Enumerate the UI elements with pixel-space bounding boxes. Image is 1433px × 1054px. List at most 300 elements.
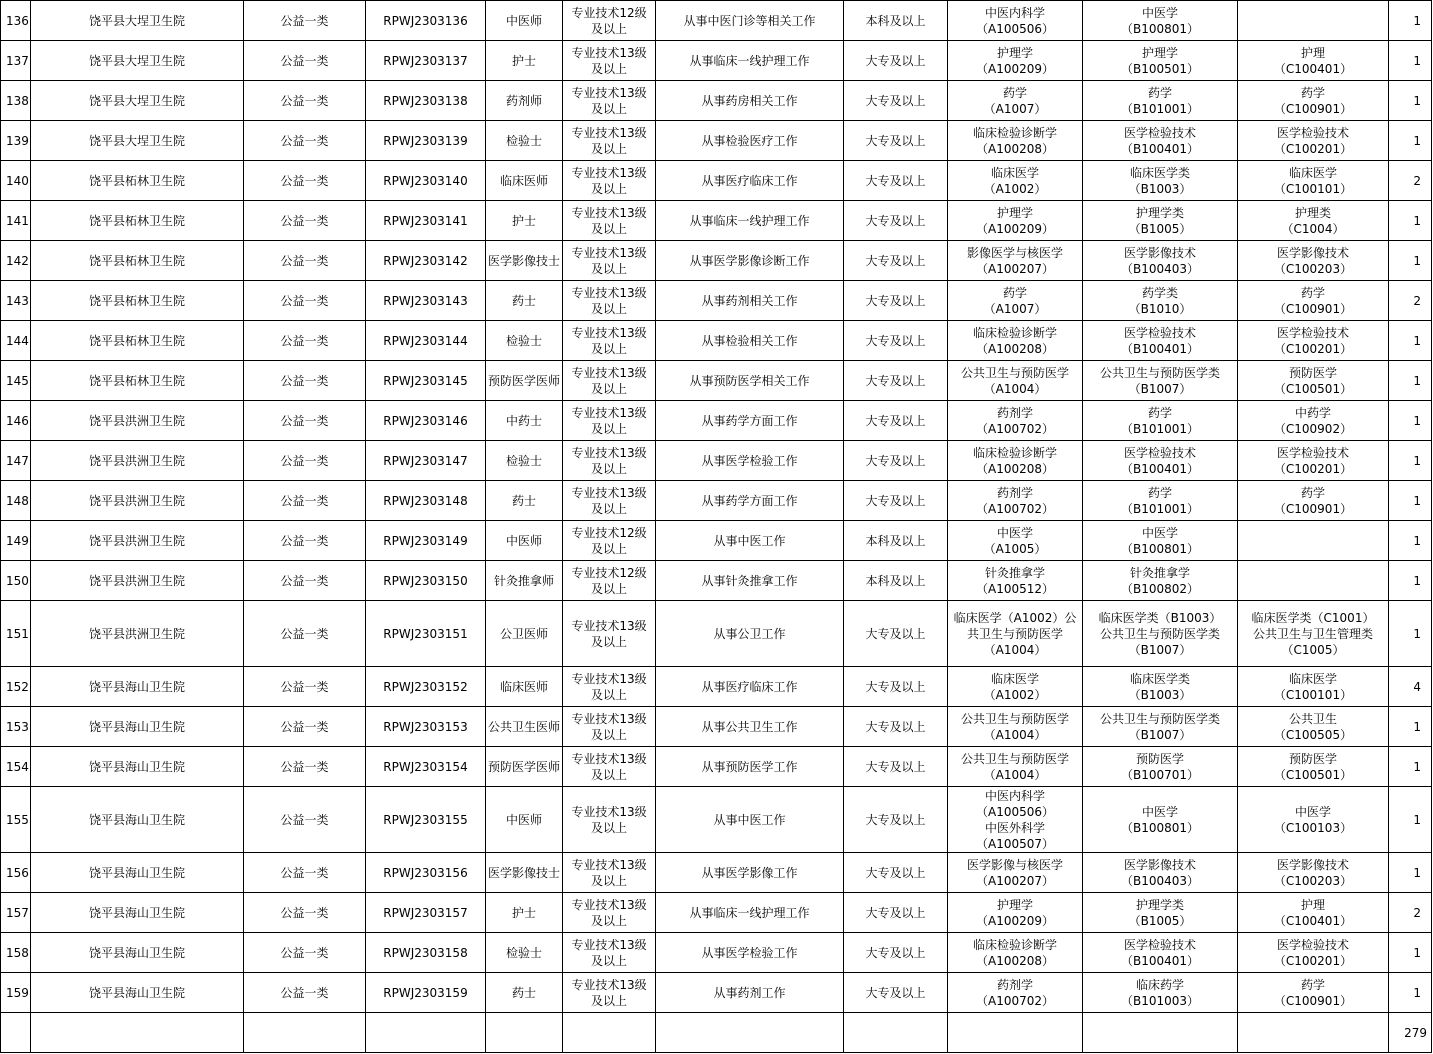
table-row <box>1 281 1432 321</box>
post-level-line: 及以上 <box>590 181 627 196</box>
major-undergraduate <box>1083 361 1238 401</box>
major-undergraduate-line: （B100501） <box>1120 61 1200 76</box>
major-undergraduate <box>1083 933 1238 973</box>
hiring-count: 1 <box>1389 81 1432 121</box>
major-college-line: 临床医学 <box>1288 671 1337 686</box>
major-graduate-line: （A1007） <box>983 301 1047 316</box>
major-undergraduate-line: （B101001） <box>1120 101 1200 116</box>
post-code: RPWJ2303142 <box>366 241 486 281</box>
table-row <box>1 933 1432 973</box>
row-number: 154 <box>1 747 31 787</box>
major-graduate <box>948 707 1083 747</box>
post-level-line: 专业技术13级 <box>571 445 647 460</box>
table-row <box>1 601 1432 667</box>
duty-description: 从事药剂相关工作 <box>656 281 844 321</box>
major-college-line: （C100201） <box>1273 141 1353 156</box>
major-undergraduate-line: 药学类 <box>1141 285 1178 300</box>
table-row <box>1 321 1432 361</box>
post-level <box>563 973 656 1013</box>
row-number: 140 <box>1 161 31 201</box>
post-name: 护士 <box>486 41 563 81</box>
post-name: 检验士 <box>486 933 563 973</box>
post-name: 预防医学医师 <box>486 747 563 787</box>
education-requirement: 本科及以上 <box>844 521 948 561</box>
duty-description: 从事药学方面工作 <box>656 401 844 441</box>
major-graduate <box>948 41 1083 81</box>
unit-name: 饶平县洪洲卫生院 <box>31 521 244 561</box>
major-college-line: （C100101） <box>1273 181 1353 196</box>
post-level <box>563 601 656 667</box>
footer-cell-blank <box>31 1013 244 1053</box>
major-graduate-line: 药剂学 <box>996 977 1033 992</box>
post-level-line: 专业技术13级 <box>571 325 647 340</box>
hiring-count: 1 <box>1389 481 1432 521</box>
major-undergraduate-line: 临床药学 <box>1135 977 1184 992</box>
unit-name: 饶平县洪洲卫生院 <box>31 561 244 601</box>
post-level <box>563 121 656 161</box>
major-college-line: （C100901） <box>1273 101 1353 116</box>
post-code: RPWJ2303141 <box>366 201 486 241</box>
education-requirement: 大专及以上 <box>844 161 948 201</box>
post-name: 针灸推拿师 <box>486 561 563 601</box>
hiring-count: 1 <box>1389 321 1432 361</box>
major-graduate <box>948 933 1083 973</box>
post-level <box>563 893 656 933</box>
major-graduate-line: 护理学 <box>996 205 1033 220</box>
post-name: 药剂师 <box>486 81 563 121</box>
major-undergraduate-line: 药学 <box>1147 85 1172 100</box>
major-college-line: （C100901） <box>1273 501 1353 516</box>
duty-description: 从事药学方面工作 <box>656 481 844 521</box>
table-row <box>1 81 1432 121</box>
major-undergraduate <box>1083 121 1238 161</box>
post-code: RPWJ2303156 <box>366 853 486 893</box>
major-college <box>1238 561 1389 601</box>
post-level-line: 专业技术13级 <box>571 937 647 952</box>
table-row <box>1 787 1432 853</box>
major-college-line: （C100505） <box>1273 727 1353 742</box>
unit-type: 公益一类 <box>244 121 366 161</box>
row-number: 152 <box>1 667 31 707</box>
post-level <box>563 521 656 561</box>
major-college <box>1238 401 1389 441</box>
unit-type: 公益一类 <box>244 1 366 41</box>
post-level <box>563 667 656 707</box>
hiring-count: 4 <box>1389 667 1432 707</box>
major-graduate-line: （A100507） <box>975 836 1055 851</box>
major-graduate <box>948 361 1083 401</box>
major-undergraduate-line: （B1005） <box>1128 913 1192 928</box>
major-college-line: （C100401） <box>1273 61 1353 76</box>
major-graduate-line: 中医内科学 <box>984 5 1045 20</box>
education-requirement: 大专及以上 <box>844 601 948 667</box>
unit-type: 公益一类 <box>244 321 366 361</box>
post-level-line: 专业技术13级 <box>571 125 647 140</box>
post-level <box>563 441 656 481</box>
post-name: 药士 <box>486 281 563 321</box>
education-requirement: 大专及以上 <box>844 441 948 481</box>
row-number: 142 <box>1 241 31 281</box>
major-graduate-line: 临床医学 <box>990 671 1039 686</box>
post-code: RPWJ2303139 <box>366 121 486 161</box>
major-graduate <box>948 1 1083 41</box>
footer-cell-blank <box>563 1013 656 1053</box>
unit-type: 公益一类 <box>244 893 366 933</box>
row-number: 143 <box>1 281 31 321</box>
hiring-count: 2 <box>1389 161 1432 201</box>
major-college-line: （C100201） <box>1273 953 1353 968</box>
duty-description: 从事药剂工作 <box>656 973 844 1013</box>
major-undergraduate <box>1083 853 1238 893</box>
hiring-count: 1 <box>1389 361 1432 401</box>
hiring-count: 1 <box>1389 41 1432 81</box>
major-graduate <box>948 121 1083 161</box>
major-college-line: 公共卫生 <box>1288 711 1337 726</box>
major-graduate-line: 共卫生与预防医学 <box>966 626 1063 641</box>
post-name: 医学影像技士 <box>486 853 563 893</box>
major-graduate-line: （A100207） <box>975 873 1055 888</box>
major-college <box>1238 41 1389 81</box>
major-graduate <box>948 161 1083 201</box>
unit-name: 饶平县柘林卫生院 <box>31 361 244 401</box>
major-college-line: （C100103） <box>1273 820 1353 835</box>
duty-description: 从事医学影像工作 <box>656 853 844 893</box>
hiring-count: 1 <box>1389 747 1432 787</box>
major-graduate <box>948 401 1083 441</box>
post-code: RPWJ2303144 <box>366 321 486 361</box>
major-undergraduate <box>1083 441 1238 481</box>
major-college-line: 中药学 <box>1294 405 1331 420</box>
major-college-line: 医学检验技术 <box>1276 445 1349 460</box>
hiring-count: 1 <box>1389 1 1432 41</box>
post-level-line: 及以上 <box>590 913 627 928</box>
post-level-line: 及以上 <box>590 501 627 516</box>
table-row <box>1 973 1432 1013</box>
major-college-line: （C1004） <box>1281 221 1345 236</box>
row-number: 139 <box>1 121 31 161</box>
post-name: 公共卫生医师 <box>486 707 563 747</box>
unit-type: 公益一类 <box>244 81 366 121</box>
footer-cell-blank <box>366 1013 486 1053</box>
major-undergraduate-line: 医学检验技术 <box>1123 445 1196 460</box>
post-level <box>563 361 656 401</box>
major-college <box>1238 747 1389 787</box>
table-row <box>1 241 1432 281</box>
major-college <box>1238 241 1389 281</box>
major-graduate-line: （A1005） <box>983 541 1047 556</box>
major-graduate <box>948 853 1083 893</box>
major-graduate-line: 公共卫生与预防医学 <box>960 711 1069 726</box>
major-undergraduate-line: 公共卫生与预防医学类 <box>1099 711 1220 726</box>
duty-description: 从事中医工作 <box>656 787 844 853</box>
row-number: 141 <box>1 201 31 241</box>
post-level-line: 专业技术13级 <box>571 897 647 912</box>
hiring-count: 1 <box>1389 521 1432 561</box>
footer-cell-blank <box>844 1013 948 1053</box>
post-level-line: 专业技术13级 <box>571 751 647 766</box>
major-undergraduate-line: （B100403） <box>1120 261 1200 276</box>
major-graduate <box>948 201 1083 241</box>
hiring-count: 1 <box>1389 787 1432 853</box>
major-college-line: 医学检验技术 <box>1276 325 1349 340</box>
major-undergraduate-line: 临床医学类 <box>1129 671 1190 686</box>
major-college-line: （C100203） <box>1273 261 1353 276</box>
post-code: RPWJ2303154 <box>366 747 486 787</box>
table-row <box>1 853 1432 893</box>
unit-name: 饶平县海山卫生院 <box>31 747 244 787</box>
major-college-line: 药学 <box>1300 285 1325 300</box>
major-college <box>1238 201 1389 241</box>
duty-description: 从事检验相关工作 <box>656 321 844 361</box>
unit-name: 饶平县柘林卫生院 <box>31 281 244 321</box>
major-college <box>1238 973 1389 1013</box>
major-graduate-line: 护理学 <box>996 45 1033 60</box>
duty-description: 从事中医门诊等相关工作 <box>656 1 844 41</box>
hiring-count: 2 <box>1389 281 1432 321</box>
duty-description: 从事医学影像诊断工作 <box>656 241 844 281</box>
major-college-line: 临床医学 <box>1288 165 1337 180</box>
post-code: RPWJ2303155 <box>366 787 486 853</box>
row-number: 137 <box>1 41 31 81</box>
major-graduate-line: （A100208） <box>975 461 1055 476</box>
post-level-line: 及以上 <box>590 141 627 156</box>
major-college-line: （C100401） <box>1273 913 1353 928</box>
major-graduate-line: 临床检验诊断学 <box>972 937 1057 952</box>
education-requirement: 大专及以上 <box>844 853 948 893</box>
major-graduate-line: 中医内科学 <box>984 788 1045 803</box>
education-requirement: 大专及以上 <box>844 281 948 321</box>
duty-description: 从事中医工作 <box>656 521 844 561</box>
major-undergraduate-line: 临床医学类（B1003） <box>1098 610 1222 625</box>
major-college <box>1238 521 1389 561</box>
major-undergraduate-line: （B100801） <box>1120 820 1200 835</box>
post-level-line: 及以上 <box>590 61 627 76</box>
post-level-line: 及以上 <box>590 541 627 556</box>
major-graduate <box>948 241 1083 281</box>
post-name: 中医师 <box>486 521 563 561</box>
unit-type: 公益一类 <box>244 747 366 787</box>
major-college-line: （C100501） <box>1273 767 1353 782</box>
major-college-line: 医学检验技术 <box>1276 937 1349 952</box>
unit-name: 饶平县柘林卫生院 <box>31 241 244 281</box>
post-level <box>563 1 656 41</box>
major-graduate-line: （A1002） <box>983 181 1047 196</box>
table-row <box>1 707 1432 747</box>
post-name: 药士 <box>486 973 563 1013</box>
post-code: RPWJ2303147 <box>366 441 486 481</box>
major-college-line: 护理 <box>1300 897 1325 912</box>
major-undergraduate <box>1083 893 1238 933</box>
hiring-count: 1 <box>1389 933 1432 973</box>
major-undergraduate <box>1083 201 1238 241</box>
unit-name: 饶平县大埕卫生院 <box>31 1 244 41</box>
major-graduate-line: 临床医学 <box>990 165 1039 180</box>
major-graduate <box>948 81 1083 121</box>
post-level-line: 专业技术13级 <box>571 245 647 260</box>
post-level-line: 及以上 <box>590 341 627 356</box>
post-name: 药士 <box>486 481 563 521</box>
major-undergraduate <box>1083 601 1238 667</box>
education-requirement: 大专及以上 <box>844 201 948 241</box>
unit-type: 公益一类 <box>244 481 366 521</box>
major-graduate <box>948 973 1083 1013</box>
education-requirement: 大专及以上 <box>844 321 948 361</box>
major-graduate-line: 影像医学与核医学 <box>966 245 1063 260</box>
post-level-line: 专业技术12级 <box>571 525 647 540</box>
post-name: 检验士 <box>486 321 563 361</box>
footer-cell-blank <box>1238 1013 1389 1053</box>
unit-name: 饶平县大埕卫生院 <box>31 121 244 161</box>
major-college-line: 医学影像技术 <box>1276 245 1349 260</box>
post-level-line: 专业技术13级 <box>571 285 647 300</box>
major-graduate <box>948 321 1083 361</box>
unit-type: 公益一类 <box>244 667 366 707</box>
hiring-count: 1 <box>1389 561 1432 601</box>
education-requirement: 大专及以上 <box>844 241 948 281</box>
major-undergraduate <box>1083 667 1238 707</box>
post-level-line: 及以上 <box>590 301 627 316</box>
post-level <box>563 281 656 321</box>
hiring-count: 1 <box>1389 707 1432 747</box>
row-number: 149 <box>1 521 31 561</box>
unit-name: 饶平县柘林卫生院 <box>31 201 244 241</box>
table-row <box>1 521 1432 561</box>
major-graduate-line: 医学影像与核医学 <box>966 857 1063 872</box>
major-undergraduate-line: 公共卫生与预防医学类 <box>1099 365 1220 380</box>
major-college-line: 预防医学 <box>1288 751 1337 766</box>
major-graduate <box>948 281 1083 321</box>
major-graduate <box>948 441 1083 481</box>
major-college <box>1238 667 1389 707</box>
unit-name: 饶平县海山卫生院 <box>31 667 244 707</box>
duty-description: 从事医疗临床工作 <box>656 667 844 707</box>
major-graduate-line: （A1004） <box>983 727 1047 742</box>
major-graduate-line: 药学 <box>1002 85 1027 100</box>
hiring-count: 2 <box>1389 893 1432 933</box>
post-level-line: 专业技术13级 <box>571 45 647 60</box>
education-requirement: 大专及以上 <box>844 121 948 161</box>
education-requirement: 大专及以上 <box>844 41 948 81</box>
major-college-line: 药学 <box>1300 977 1325 992</box>
major-undergraduate-line: 医学检验技术 <box>1123 325 1196 340</box>
major-undergraduate-line: 医学影像技术 <box>1123 245 1196 260</box>
education-requirement: 大专及以上 <box>844 707 948 747</box>
major-college-line: （C100101） <box>1273 687 1353 702</box>
table-row <box>1 441 1432 481</box>
major-graduate-line: 针灸推拿学 <box>984 565 1045 580</box>
post-code: RPWJ2303143 <box>366 281 486 321</box>
major-college-line: （C100902） <box>1273 421 1353 436</box>
post-name: 检验士 <box>486 121 563 161</box>
row-number: 136 <box>1 1 31 41</box>
post-name: 护士 <box>486 893 563 933</box>
post-level-line: 及以上 <box>590 953 627 968</box>
post-level-line: 专业技术13级 <box>571 205 647 220</box>
major-college <box>1238 787 1389 853</box>
post-code: RPWJ2303148 <box>366 481 486 521</box>
major-college <box>1238 893 1389 933</box>
major-graduate-line: （A1007） <box>983 101 1047 116</box>
major-undergraduate-line: （B100801） <box>1120 21 1200 36</box>
duty-description: 从事临床一线护理工作 <box>656 201 844 241</box>
post-level-line: 及以上 <box>590 381 627 396</box>
major-undergraduate-line: （B100801） <box>1120 541 1200 556</box>
duty-description: 从事医学检验工作 <box>656 441 844 481</box>
major-graduate <box>948 561 1083 601</box>
major-undergraduate-line: 护理学 <box>1141 45 1178 60</box>
post-level-line: 专业技术13级 <box>571 485 647 500</box>
major-college-line: （C100501） <box>1273 381 1353 396</box>
table-body <box>1 1 1432 1053</box>
row-number: 151 <box>1 601 31 667</box>
post-name: 临床医师 <box>486 667 563 707</box>
post-level <box>563 161 656 201</box>
major-graduate-line: 临床医学（A1002）公 <box>953 610 1077 625</box>
major-undergraduate-line: （B1010） <box>1128 301 1192 316</box>
major-college <box>1238 121 1389 161</box>
unit-type: 公益一类 <box>244 561 366 601</box>
post-code: RPWJ2303145 <box>366 361 486 401</box>
footer-cell-blank <box>948 1013 1083 1053</box>
hiring-count: 1 <box>1389 121 1432 161</box>
major-college <box>1238 853 1389 893</box>
major-college <box>1238 601 1389 667</box>
post-name: 中医师 <box>486 787 563 853</box>
major-graduate <box>948 787 1083 853</box>
major-undergraduate-line: 护理学类 <box>1135 205 1184 220</box>
row-number: 138 <box>1 81 31 121</box>
major-undergraduate-line: （B100701） <box>1120 767 1200 782</box>
major-undergraduate-line: 预防医学 <box>1135 751 1184 766</box>
post-code: RPWJ2303137 <box>366 41 486 81</box>
post-level <box>563 561 656 601</box>
major-graduate-line: 公共卫生与预防医学 <box>960 751 1069 766</box>
major-college-line: （C100201） <box>1273 461 1353 476</box>
major-undergraduate-line: （B100401） <box>1120 953 1200 968</box>
table-row <box>1 121 1432 161</box>
major-undergraduate <box>1083 401 1238 441</box>
major-undergraduate-line: （B100403） <box>1120 873 1200 888</box>
post-name: 护士 <box>486 201 563 241</box>
hiring-count: 1 <box>1389 241 1432 281</box>
post-level-line: 及以上 <box>590 101 627 116</box>
major-undergraduate-line: 公共卫生与预防医学类 <box>1099 626 1220 641</box>
table-row <box>1 747 1432 787</box>
education-requirement: 大专及以上 <box>844 933 948 973</box>
education-requirement: 大专及以上 <box>844 973 948 1013</box>
unit-type: 公益一类 <box>244 521 366 561</box>
duty-description: 从事医学检验工作 <box>656 933 844 973</box>
post-level-line: 专业技术12级 <box>571 5 647 20</box>
post-name: 临床医师 <box>486 161 563 201</box>
unit-type: 公益一类 <box>244 933 366 973</box>
major-graduate-line: 药学 <box>1002 285 1027 300</box>
post-level <box>563 933 656 973</box>
major-undergraduate-line: （B100802） <box>1120 581 1200 596</box>
major-college-line: （C100901） <box>1273 993 1353 1008</box>
education-requirement: 本科及以上 <box>844 561 948 601</box>
major-undergraduate <box>1083 787 1238 853</box>
post-code: RPWJ2303153 <box>366 707 486 747</box>
major-college <box>1238 441 1389 481</box>
row-number: 148 <box>1 481 31 521</box>
duty-description: 从事检验医疗工作 <box>656 121 844 161</box>
footer-cell-blank <box>1083 1013 1238 1053</box>
unit-name: 饶平县海山卫生院 <box>31 893 244 933</box>
major-college-line: （C1005） <box>1281 642 1345 657</box>
major-college-line: 医学影像技术 <box>1276 857 1349 872</box>
major-graduate-line: 中医外科学 <box>984 820 1045 835</box>
